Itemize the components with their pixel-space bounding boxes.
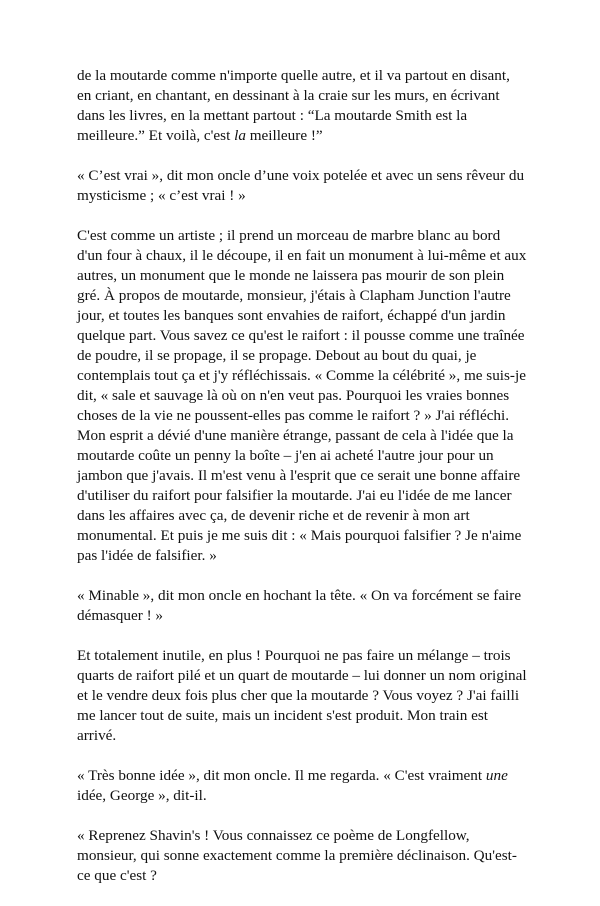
paragraph-2: « C’est vrai », dit mon oncle d’une voix potelée et avec un sens rêveur du mysticisme ; « c’est vrai ! » — [77, 167, 525, 204]
paragraph-4: « Minable », dit mon oncle en hochant la tête. « On va forcément se faire démasquer ! » — [77, 587, 522, 624]
document-page — [77, 66, 527, 906]
emphasis-une: une — [485, 767, 508, 784]
paragraph-1: de la moutarde comme n'importe quelle autre, et il va partout en disant, en criant, en chantant, en dessinant à la craie sur les murs, en écrivant dans les livres, en la mettant partout : “La moutarde Smith est la meilleure.” Et voilà, c'est la meilleure !” — [77, 67, 510, 144]
paragraph-6: « Très bonne idée », dit mon oncle. Il me regarda. « C'est vraiment une idée, George », dit-il. — [77, 767, 508, 804]
paragraph-5: Et totalement inutile, en plus ! Pourquoi ne pas faire un mélange – trois quarts de raifort pilé et un quart de moutarde – lui donner un nom original et le vendre deux fois plus cher que la moutarde ? Vous voyez ? J'ai failli me lancer tout de suite, mais un incident s'est produit. Mon train est arrivé. — [77, 647, 527, 744]
paragraph-3: C'est comme un artiste ; il prend un morceau de marbre blanc au bord d'un four à chaux, il le découpe, il en fait un monument à lui-même et aux autres, un monument que le monde ne laissera pas mourir de son plein gré. À propos de moutarde, monsieur, j'étais à Clapham Junction l'autre jour, et toutes les banques sont envahies de raifort, échappé d'un jardin quelque part. Vous savez ce qu'est le raifort : il pousse comme une traînée de poudre, il se propage, il se propage. Debout au bout du quai, je contemplais tout ça et j'y réfléchissais. « Comme la célébrité », me suis-je dit, « sale et sauvage là où on n'en veut pas. Pourquoi les vraies bonnes choses de la vie ne poussent-elles pas comme le raifort ? » J'ai réfléchi. Mon esprit a dévié d'une manière étrange, passant de cela à l'idée que la moutarde coûte un penny la boîte – j'en ai acheté l'autre jour pour un jambon que j'avais. Il m'est venu à l'esprit que ce serait une bonne affaire d'utiliser du raifort pour falsifier la moutarde. J'ai eu l'idée de me lancer dans les affaires avec ça, de devenir riche et de revenir à mon art monumental. Et puis je me suis dit : « Mais pourquoi falsifier ? Je n'aime pas l'idée de falsifier. » — [77, 227, 527, 564]
paragraph-7: « Reprenez Shavin's ! Vous connaissez ce poème de Longfellow, monsieur, qui sonne exactement comme la première déclinaison. Qu'est-ce que c'est ? — [77, 827, 517, 884]
emphasis-la: la — [234, 127, 246, 144]
